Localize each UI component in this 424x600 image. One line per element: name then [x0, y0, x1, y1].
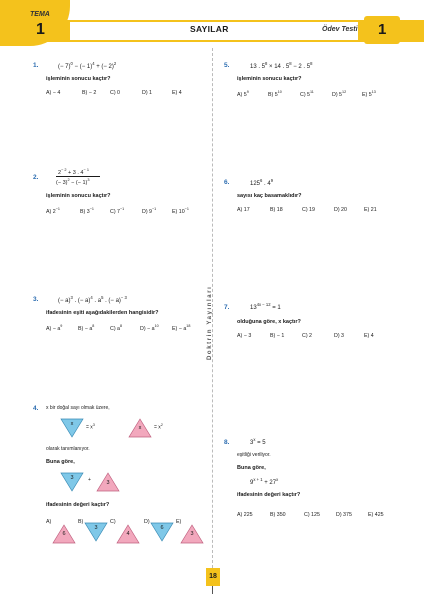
- q7-option[interactable]: E) 4: [364, 333, 374, 339]
- q8-prompt: ifadesinin değeri kaçtır?: [237, 492, 301, 498]
- q4-option-d-value: 6: [160, 525, 164, 531]
- q4-option-c-value: 4: [126, 531, 130, 537]
- q3-option[interactable]: C) $a^8$: [110, 324, 123, 332]
- q4-sum-b: 3: [106, 480, 110, 486]
- q4-def-triangle-down-label: x: [70, 421, 74, 427]
- q2-option[interactable]: B) $3^{-1}$: [80, 207, 94, 215]
- q8-option[interactable]: C) 125: [304, 512, 320, 518]
- q2-prompt: işleminin sonucu kaçtır?: [46, 193, 111, 199]
- question-number: 7.: [224, 304, 230, 311]
- q6-prompt: sayısı kaç basamaklıdır?: [237, 193, 302, 199]
- q8-option[interactable]: E) 425: [368, 512, 384, 518]
- publisher-vertical-text: Doktrin Yayınları: [207, 285, 213, 360]
- q3-option[interactable]: $D) - a^{10}$: [140, 324, 159, 332]
- q6-option[interactable]: D) 20: [334, 207, 347, 213]
- q5-option[interactable]: A) $5^9$: [237, 90, 249, 98]
- q4-defined-text: olarak tanımlanıyor.: [46, 446, 90, 452]
- q8-buna: Buna göre,: [237, 465, 266, 471]
- q2-option[interactable]: A) $2^{-1}$: [46, 207, 60, 215]
- q6-option[interactable]: A) 17: [237, 207, 250, 213]
- q2-option[interactable]: E) $10^{-1}$: [172, 207, 189, 215]
- test-number: 1: [378, 21, 387, 38]
- question-number: 5.: [224, 62, 230, 69]
- q8-given: eşitliği veriliyor.: [237, 452, 271, 458]
- q7-option[interactable]: A) − 3: [237, 333, 252, 339]
- q1-prompt: işleminin sonucu kaçtır?: [46, 76, 111, 82]
- q4-prompt: ifadesinin değeri kaçtır?: [46, 502, 110, 508]
- q5-option[interactable]: E) $5^{13}$: [362, 90, 376, 98]
- q8-option[interactable]: B) 350: [270, 512, 286, 518]
- q1-option[interactable]: C) 0: [110, 90, 121, 96]
- q2-fraction-line: [56, 176, 100, 177]
- q8-expression: $3^x = 5$: [250, 437, 266, 446]
- q7-expression: $13^{4x - 12} = 1$: [250, 302, 281, 311]
- question-number: 3.: [33, 296, 39, 303]
- q5-option[interactable]: D) $5^{12}$: [332, 90, 347, 98]
- q5-option[interactable]: B) $5^{10}$: [268, 90, 282, 98]
- q4-sum-a: 3: [70, 475, 74, 481]
- q8-target-expression: $9^{x + 1} + 27^x$: [250, 477, 279, 486]
- q4-option-label[interactable]: C): [110, 519, 116, 525]
- tema-label: TEMA: [30, 11, 50, 18]
- q4-intro: x bir doğal sayı olmak üzere,: [46, 405, 110, 411]
- q1-option[interactable]: E) 4: [172, 90, 182, 96]
- q5-expression: 13 . $5^8 \times 14$ . $5^8 - 2$ . $5^8$: [250, 61, 313, 70]
- q1-expression: (− 7)$^0$ − (− 1)$^4$ + (− 2)$^2$: [58, 61, 117, 70]
- q4-option-label[interactable]: D): [144, 519, 150, 525]
- test-tag: Ödev Testi: [322, 26, 358, 33]
- page-tick: [212, 586, 213, 594]
- q3-prompt: ifadesinin eşiti aşağıdakilerden hangisidir?: [46, 310, 159, 316]
- q2-denominator: (− 3)$^2$ − (− 1)$^3$: [56, 178, 90, 186]
- page-title: SAYILAR: [190, 24, 229, 34]
- q8-option[interactable]: D) 375: [336, 512, 352, 518]
- q6-option[interactable]: E) 21: [364, 207, 377, 213]
- q4-option-e-value: 3: [190, 531, 194, 537]
- q4-option-b-value: 3: [94, 525, 98, 531]
- q4-option-label[interactable]: A): [46, 519, 52, 525]
- q4-option-label[interactable]: E): [176, 519, 182, 525]
- q1-option[interactable]: A) − 4: [46, 90, 61, 96]
- question-number: 2.: [33, 174, 39, 181]
- q7-option[interactable]: D) 3: [334, 333, 345, 339]
- q4-option-a-value: 6: [62, 531, 66, 537]
- q4-buna: Buna göre,: [46, 459, 75, 465]
- q1-option[interactable]: D) 1: [142, 90, 153, 96]
- q4-def-up-rule: = $x^2$: [154, 423, 163, 431]
- q4-def-triangle-up-label: x: [138, 425, 142, 431]
- q7-option[interactable]: C) 2: [302, 333, 313, 339]
- q3-expression: (− a)$^3$ . (− a)$^4$ . $a^5$ . (− a)$^{- 3}$: [58, 295, 127, 304]
- q7-prompt: olduğuna göre, x kaçtır?: [237, 319, 301, 325]
- q6-option[interactable]: C) 19: [302, 207, 315, 213]
- q3-option[interactable]: $E) - a^{18}$: [172, 324, 191, 332]
- q2-numerator: $2^{- 2} + 3$ . $4^{- 1}$: [58, 168, 89, 176]
- q3-option[interactable]: $A) - a^9$: [46, 324, 63, 332]
- question-number: 6.: [224, 179, 230, 186]
- q2-option[interactable]: D) $9^{-1}$: [142, 207, 157, 215]
- page-number: 18: [206, 568, 220, 586]
- q3-option[interactable]: $B) - a^8$: [78, 324, 95, 332]
- q2-option[interactable]: C) $7^{-1}$: [110, 207, 125, 215]
- q6-option[interactable]: B) 18: [270, 207, 283, 213]
- q4-sum-plus: +: [88, 477, 91, 483]
- question-number: 8.: [224, 439, 230, 446]
- q5-option[interactable]: C) $5^{11}$: [300, 90, 314, 98]
- q5-prompt: işleminin sonucu kaçtır?: [237, 76, 302, 82]
- q1-option[interactable]: B) − 2: [82, 90, 97, 96]
- tema-number: 1: [36, 21, 45, 38]
- q6-expression: $125^6$ . $4^9$: [250, 178, 274, 187]
- question-number: 4.: [33, 405, 39, 412]
- q4-def-down-rule: = $x^3$: [86, 423, 95, 431]
- question-number: 1.: [33, 62, 39, 69]
- q4-option-label[interactable]: B): [78, 519, 84, 525]
- q7-option[interactable]: B) − 1: [270, 333, 285, 339]
- q8-option[interactable]: A) 225: [237, 512, 253, 518]
